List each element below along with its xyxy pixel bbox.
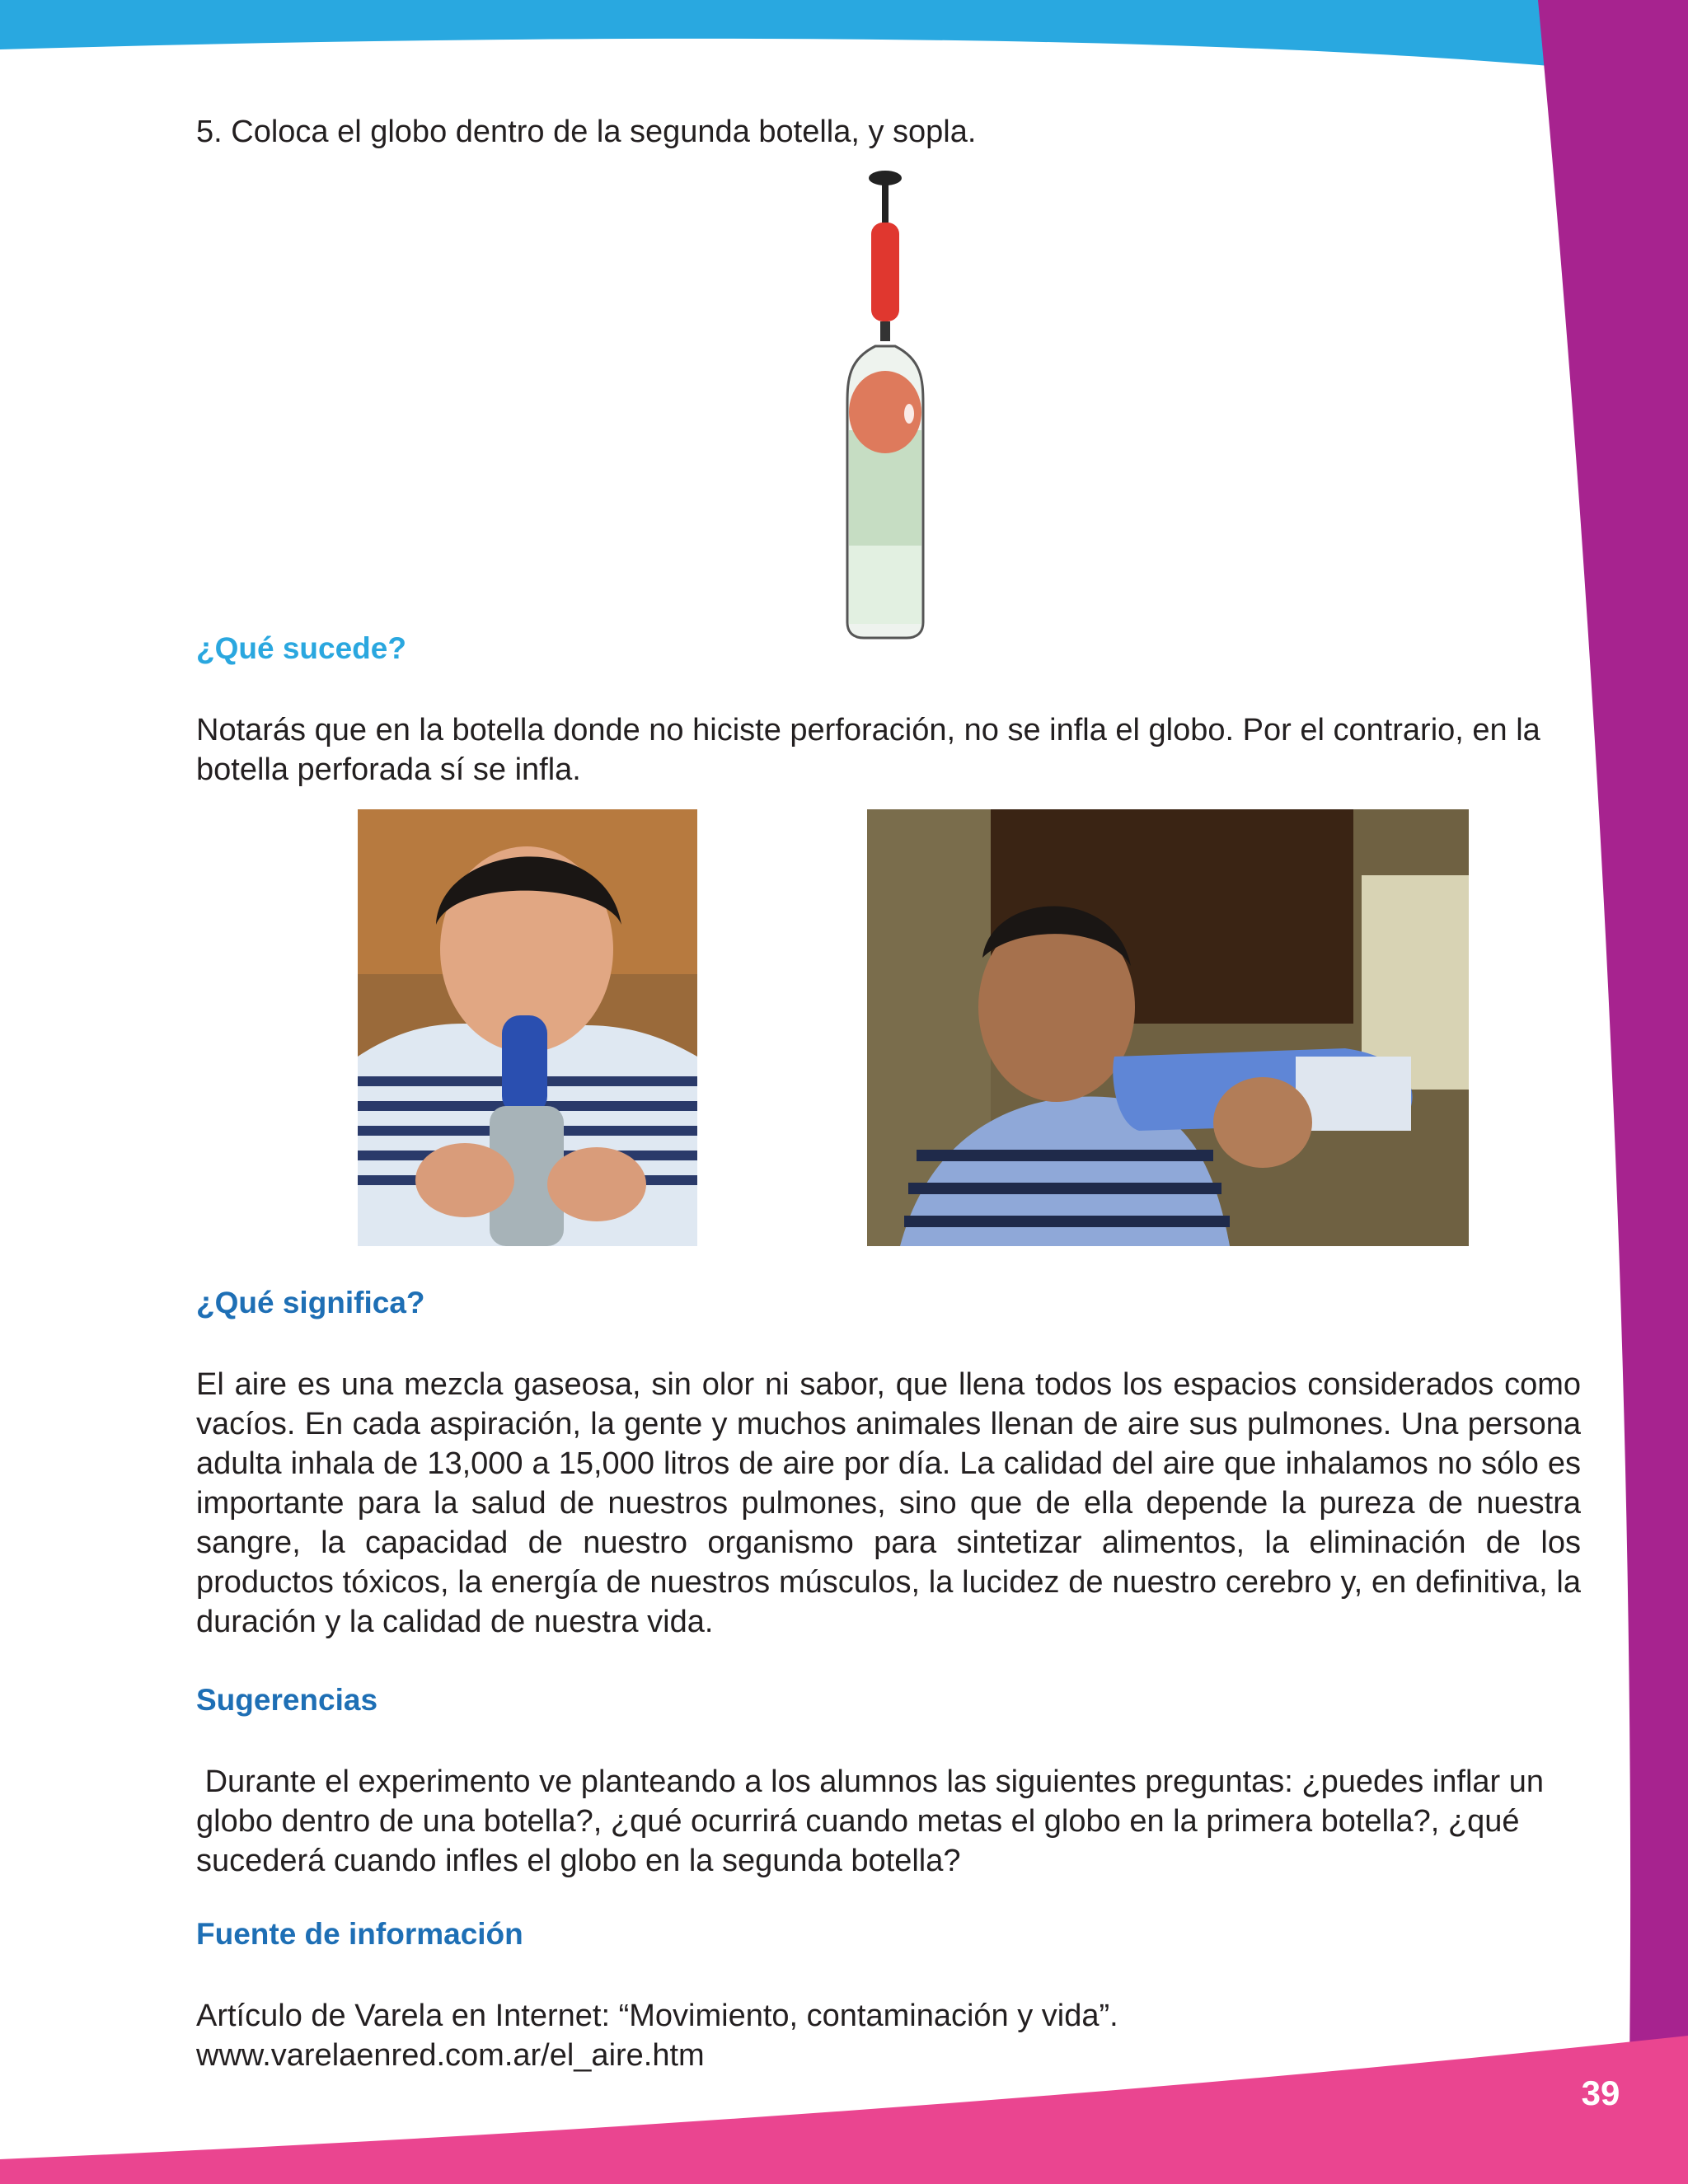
sugerencias-heading: Sugerencias [196,1683,378,1717]
photo-boy-with-blue-bottle [867,809,1469,1246]
fuente-citation: Artículo de Varela en Internet: “Movimiento, contaminación y vida”. [196,1999,1118,2033]
que-significa-body: El aire es una mezcla gaseosa, sin olor ni sabor, que llena todos los espacios considerados como vacíos. En cada aspiración, la gente y muchos animales llenan de aire sus pulmones. Una persona adulta inhala de 13,000 a 15,000 litros de aire por día. La calidad del aire que inhalamos no sólo es importante para la salud de nuestros pulmones, sino que de ella depende la pureza de nuestra sangre, la capacidad de nuestro organismo para sintetizar alimentos, la eliminación de los productos tóxicos, la energía de nuestros músculos, la lucidez de nuestro cerebro y, en definitiva, la duración y la calidad de nuestra vida. [196,1367,1581,1639]
pump-barrel [871,223,899,321]
balloon-highlight [904,404,914,424]
pump-rod [882,181,889,227]
bottle-pump-illustration [824,165,956,643]
bottle-water [849,546,921,624]
photo-boy-blowing-bottle [358,809,697,1246]
page-number: 39 [1581,2074,1620,2112]
fuente-heading: Fuente de información [196,1917,523,1951]
pump-nozzle [880,321,890,341]
step-5-instruction: 5. Coloca el globo dentro de la segunda botella, y sopla. [196,115,977,149]
que-sucede-heading: ¿Qué sucede? [196,631,406,665]
sugerencias-body: Durante el experimento ve planteando a los alumnos las siguientes preguntas: ¿puedes inflar un globo dentro de una botella?, ¿qué ocurrirá cuando metas el globo en la primera botella?, ¿qué sucederá cuando infles el globo en la segunda botella? [196,1765,1553,1878]
que-significa-heading: ¿Qué significa? [196,1286,425,1319]
que-sucede-body: Notarás que en la botella donde no hiciste perforación, no se infla el globo. Por el contrario, en la botella perforada sí se infla. [196,713,1540,787]
fuente-url: www.varelaenred.com.ar/el_aire.htm [196,2038,705,2073]
top-band [0,0,1558,66]
